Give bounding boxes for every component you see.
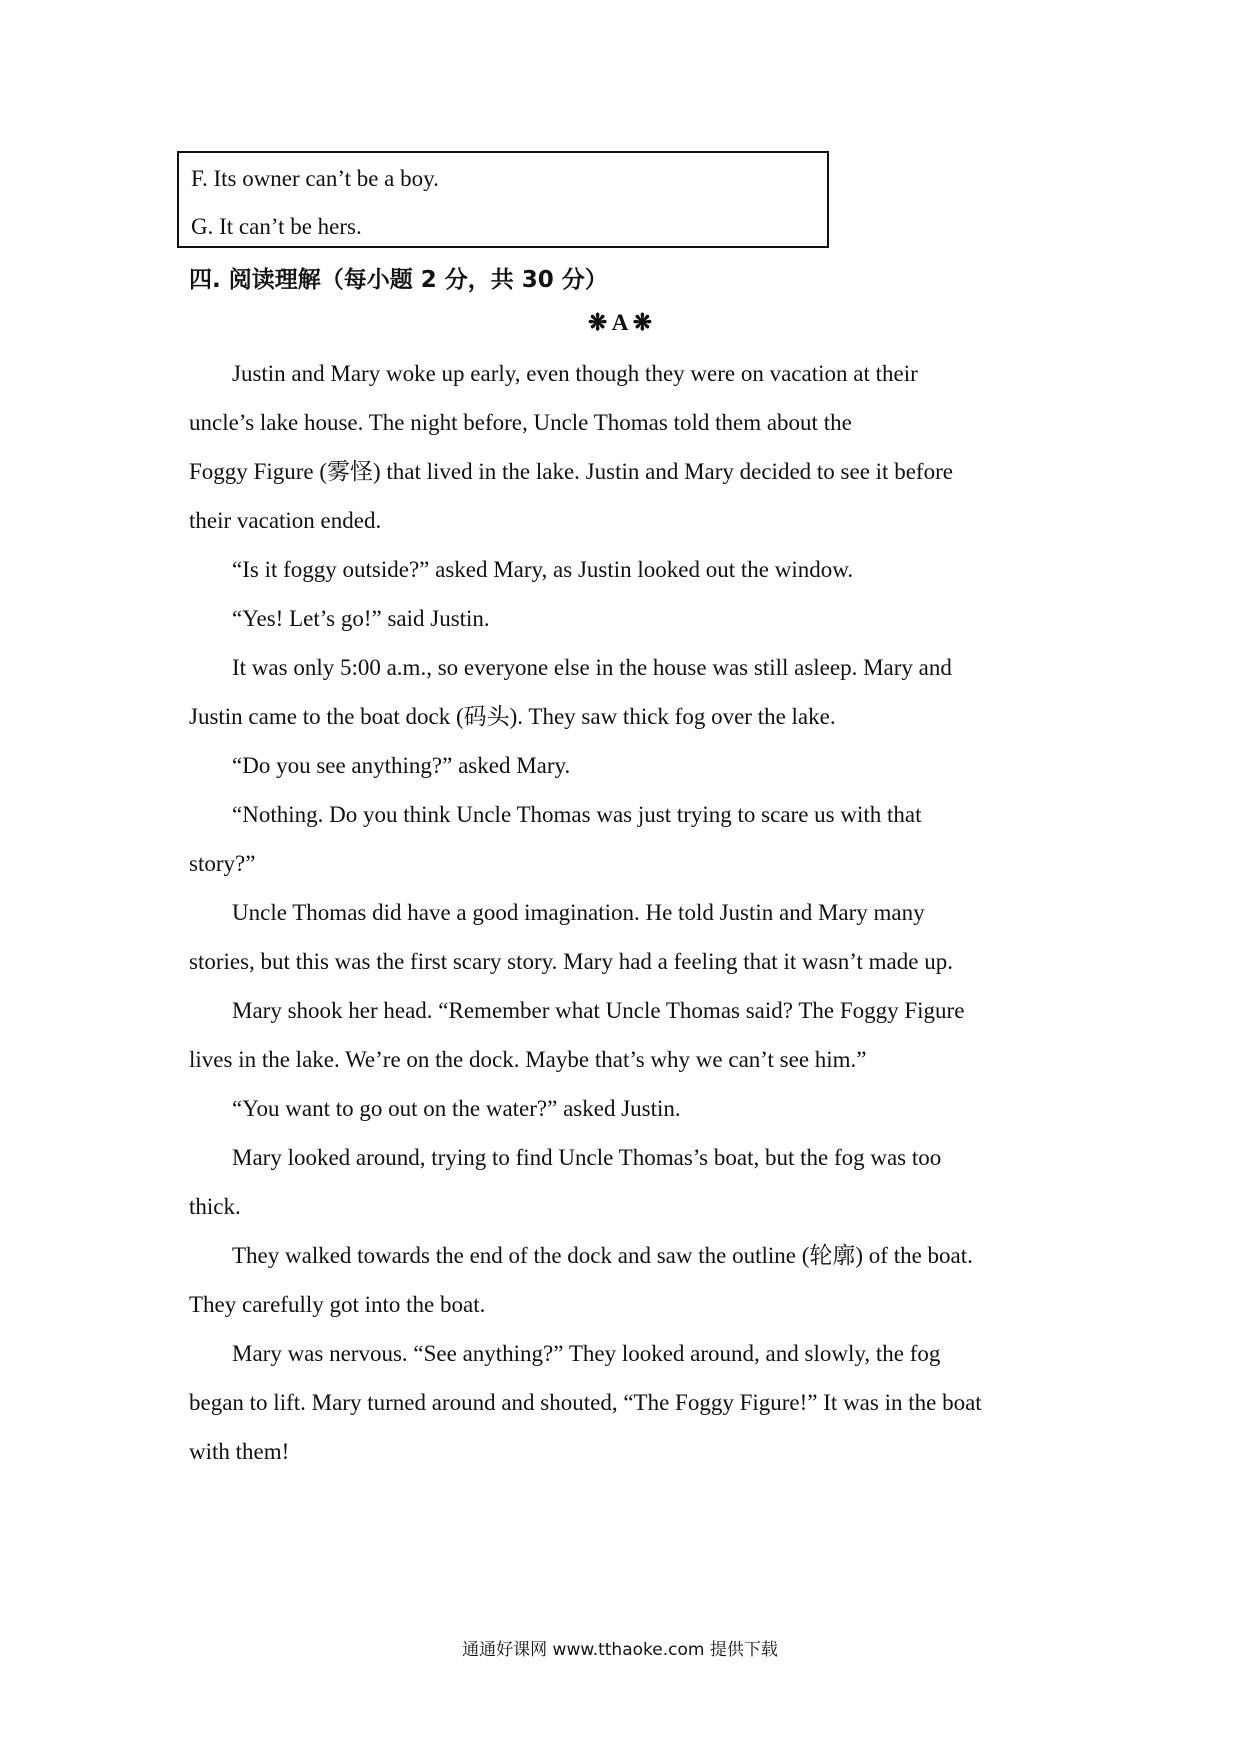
passage-line: story?” bbox=[189, 851, 256, 876]
passage-line: They walked towards the end of the dock and saw the outline (轮廓) of the boat. bbox=[232, 1243, 973, 1268]
passage-line: Mary shook her head. “Remember what Uncle Thomas said? The Foggy Figure bbox=[232, 998, 965, 1023]
passage-line: It was only 5:00 a.m., so everyone else in the house was still asleep. Mary and bbox=[232, 655, 952, 680]
passage-line: stories, but this was the first scary story. Mary had a feeling that it wasn’t made up. bbox=[189, 949, 953, 974]
passage-line: “Nothing. Do you think Uncle Thomas was just trying to scare us with that bbox=[232, 802, 922, 827]
passage-line: Mary was nervous. “See anything?” They looked around, and slowly, the fog bbox=[232, 1341, 941, 1366]
passage-line: with them! bbox=[189, 1439, 290, 1464]
passage-line: began to lift. Mary turned around and shouted, “The Foggy Figure!” It was in the boat bbox=[189, 1390, 982, 1415]
passage-line: Foggy Figure (雾怪) that lived in the lake. Justin and Mary decided to see it before bbox=[189, 459, 953, 484]
passage-line: lives in the lake. We’re on the dock. Maybe that’s why we can’t see him.” bbox=[189, 1047, 867, 1072]
passage-line: Justin and Mary woke up early, even though they were on vacation at their bbox=[232, 361, 918, 386]
passage-line: “You want to go out on the water?” asked Justin. bbox=[232, 1096, 681, 1121]
page-footer: 通通好课网 www.tthaoke.com 提供下载 bbox=[462, 1640, 778, 1660]
passage-line: “Is it foggy outside?” asked Mary, as Justin looked out the window. bbox=[232, 557, 854, 582]
option-g: G. It can’t be hers. bbox=[191, 214, 362, 239]
answer-options-box bbox=[177, 151, 829, 248]
passage-line: Mary looked around, trying to find Uncle Thomas’s boat, but the fog was too bbox=[232, 1145, 942, 1170]
option-f: F. Its owner can’t be a boy. bbox=[191, 166, 439, 191]
passage-line: “Yes! Let’s go!” said Justin. bbox=[232, 606, 490, 631]
passage-line: their vacation ended. bbox=[189, 508, 382, 533]
section-heading: 四. 阅读理解（每小题 2 分，共 30 分） bbox=[189, 267, 608, 293]
passage-line: They carefully got into the boat. bbox=[189, 1292, 486, 1317]
passage-line: Uncle Thomas did have a good imagination. He told Justin and Mary many bbox=[232, 900, 925, 925]
passage-line: “Do you see anything?” asked Mary. bbox=[232, 753, 571, 778]
passage-line: thick. bbox=[189, 1194, 241, 1219]
passage-line: uncle’s lake house. The night before, Uncle Thomas told them about the bbox=[189, 410, 852, 435]
passage-label: ❋ A ❋ bbox=[587, 310, 653, 335]
passage-line: Justin came to the boat dock (码头). They saw thick fog over the lake. bbox=[189, 704, 836, 729]
